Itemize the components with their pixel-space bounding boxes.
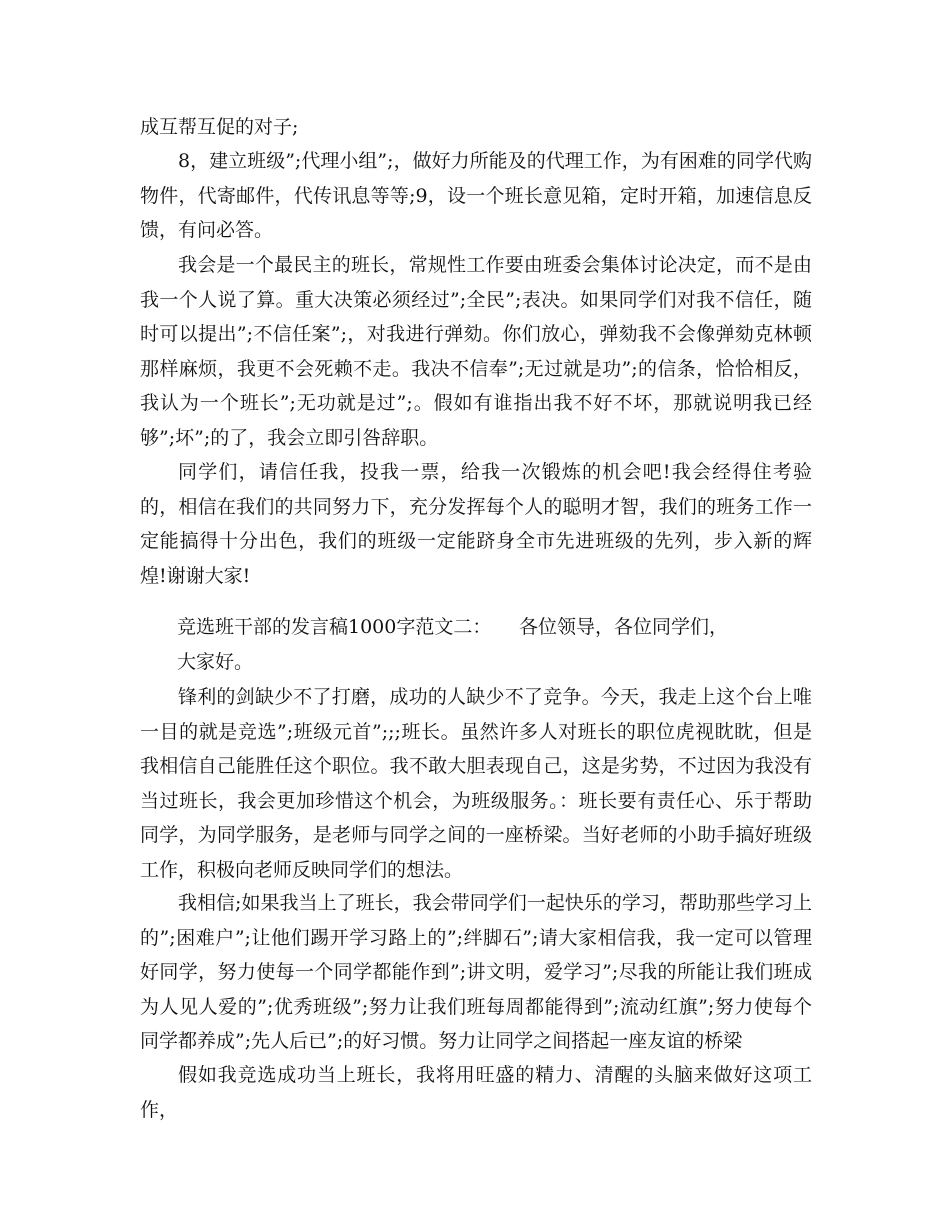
- paragraph-continuation: 成互帮互促的对子;: [140, 116, 299, 138]
- paragraph-if-elected: 假如我竞选成功当上班长，我将用旺盛的精力、清醒的头脑来做好这项工作，: [140, 1064, 812, 1121]
- section-heading: 竞选班干部的发言稿1000字范文二：: [177, 616, 492, 638]
- paragraph-i-believe: 我相信;如果我当上了班长，我会带同学们一起快乐的学习，帮助那些学习上的”;困难户”;让他们踢开学习路上的”;绊脚石”;请大家相信我，我一定可以管理好同学，努力使每一个同学都能作到”;讲文明，爱学习”;尽我的所能让我们班成为人见人爱的”;优秀班级”;努力让我们班每周都能得到”;流动红旗”;努力使每个同学都养成”;先人后已”;的好习惯。努力让同学之间搭起一座友谊的桥梁: [140, 892, 812, 1052]
- paragraph-vote-appeal: 同学们，请信任我，投我一票，给我一次锻炼的机会吧!我会经得住考验的，相信在我们的共同努力下，充分发挥每个人的聪明才智，我们的班务工作一定能搞得十分出色，我们的班级一定能跻身全市先进班级的先列，步入新的辉煌!谢谢大家!: [140, 461, 812, 587]
- greeting-line: 大家好。: [177, 651, 254, 673]
- paragraph-democratic-monitor: 我会是一个最民主的班长，常规性工作要由班委会集体讨论决定，而不是由我一个人说了算。重大决策必须经过”;全民”;表决。如果同学们对我不信任，随时可以提出”;不信任案”;，对我进行弹劾。你们放心，弹劾我不会像弹劾克林顿那样麻烦，我更不会死赖不走。我决不信奉”;无过就是功”;的信条，恰恰相反，我认为一个班长”;无功就是过”;。假如有谁指出我不好不坏，那就说明我已经够”;坏”;的了，我会立即引咎辞职。: [140, 254, 812, 449]
- paragraph-competition: 锋利的剑缺少不了打磨，成功的人缺少不了竞争。今天，我走上这个台上唯一目的就是竞选”;班级元首”;;;班长。虽然许多人对班长的职位虎视眈眈，但是我相信自己能胜任这个职位。我不敢大胆表现自己，这是劣势，不过因为我没有当过班长，我会更加珍惜这个机会，为班级服务。：班长要有责任心、乐于帮助同学，为同学服务，是老师与同学之间的一座桥梁。当好老师的小助手搞好班级工作，积极向老师反映同学们的想法。: [140, 686, 812, 881]
- salutation-line: 各位领导，各位同学们，: [519, 616, 729, 638]
- paragraph-item-8-9: 8，建立班级”;代理小组”;，做好力所能及的代理工作，为有困难的同学代购物件，代寄邮件，代传讯息等等;9，设一个班长意见箱，定时开箱，加速信息反馈，有问必答。: [140, 150, 812, 241]
